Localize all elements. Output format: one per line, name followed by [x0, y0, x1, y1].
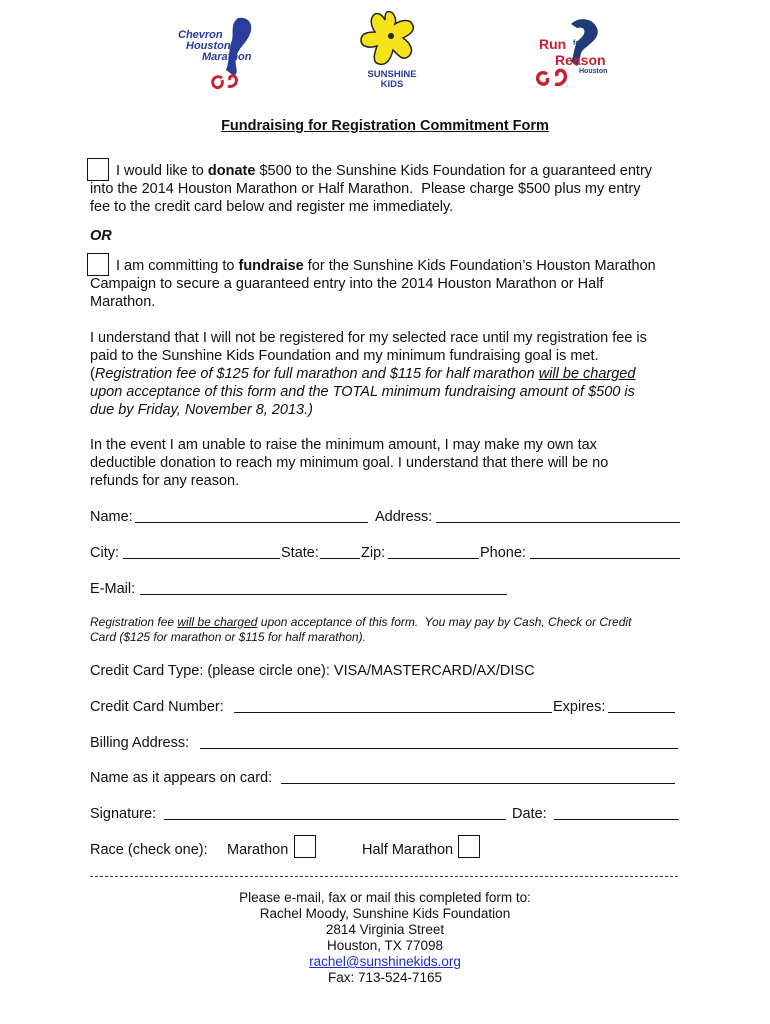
name-label: Name: — [90, 509, 133, 525]
race-label: Race (check one): — [90, 842, 208, 858]
fundraise-option-line3: Marathon. — [90, 294, 156, 310]
signature-field[interactable] — [164, 806, 506, 820]
phone-field[interactable] — [530, 545, 680, 559]
houston-logo-text: Houston — [186, 40, 231, 52]
fee-note-underlined: will be charged — [177, 615, 258, 629]
run-for-a-reason-logo — [527, 14, 611, 90]
billing-address-label: Billing Address: — [90, 735, 190, 751]
event-line1: In the event I am unable to raise the minimum amount, I may make my own tax — [90, 437, 597, 453]
fee-note-post: upon acceptance of this form. You may pay by Cash, Check or Credit — [257, 615, 632, 629]
half-marathon-label: Half Marathon — [362, 842, 454, 858]
expires-field[interactable] — [608, 699, 675, 713]
will-be-charged-text: will be charged — [538, 366, 636, 382]
city-label: City: — [90, 545, 119, 561]
marathon-label: Marathon — [227, 842, 289, 858]
donate-pre-text: I would like to — [116, 163, 208, 179]
footer-fax: Fax: 713-524-7165 — [327, 970, 443, 985]
run-logo-text: Run — [539, 36, 567, 52]
fee-note-pre: Registration fee — [90, 615, 178, 629]
event-line3: refunds for any reason. — [90, 473, 240, 489]
understand-line2: paid to the Sunshine Kids Foundation and my minimum fundraising goal is met. — [90, 348, 599, 364]
dashed-divider — [90, 876, 678, 877]
kids-logo-text: KIDS — [380, 79, 404, 90]
fundraise-post-text: for the Sunshine Kids Foundation’s Houston Marathon — [303, 258, 656, 274]
understand-paren: ( — [90, 366, 95, 382]
card-type-text: Credit Card Type: (please circle one): VISA/MASTERCARD/AX/DISC — [90, 663, 535, 679]
fundraise-bold-text: fundraise — [238, 258, 304, 274]
date-field[interactable] — [554, 806, 679, 820]
card-number-label: Credit Card Number: — [90, 699, 224, 715]
sunshine-star-icon — [357, 8, 427, 70]
footer-email-link[interactable]: rachel@sunshinekids.org — [309, 954, 461, 969]
city-field[interactable] — [123, 545, 280, 559]
understand-line1: I understand that I will not be registered for my selected race until my registration fee is — [90, 330, 647, 346]
state-label: State: — [281, 545, 319, 561]
fundraise-option-line2: Campaign to secure a guaranteed entry into the 2014 Houston Marathon or Half — [90, 276, 604, 292]
zip-label: Zip: — [361, 545, 386, 561]
chevron-houston-marathon-logo — [176, 14, 256, 90]
fundraise-pre-text: I am committing to — [116, 258, 239, 274]
understand-italic-text: Registration fee of $125 for full marathon and $115 for half marathon — [94, 366, 539, 382]
fee-note-line2: Card ($125 for marathon or $115 for half marathon). — [90, 630, 366, 644]
fundraise-option-line1 — [116, 258, 681, 274]
donate-option-line1 — [116, 163, 681, 179]
sunshine-logo-text: SUNSHINE — [367, 69, 417, 80]
state-field[interactable] — [320, 545, 360, 559]
for-a-logo-text: for a — [573, 40, 589, 47]
sunshine-kids-logo — [357, 8, 427, 94]
phone-label: Phone: — [480, 545, 526, 561]
or-label: OR — [90, 228, 112, 244]
understand-line4: upon acceptance of this form and the TOTAL minimum fundraising amount of $500 is — [90, 384, 635, 400]
fundraise-checkbox[interactable] — [87, 253, 109, 276]
marathon-logo-text: Marathon — [202, 51, 252, 63]
fee-note-line1 — [90, 615, 631, 629]
name-field[interactable] — [135, 509, 368, 523]
email-label: E-Mail: — [90, 581, 136, 597]
zip-field[interactable] — [388, 545, 479, 559]
form-title: Fundraising for Registration Commitment Form — [221, 118, 549, 134]
footer-email-row — [0, 954, 770, 970]
footer-line4: Houston, TX 77098 — [326, 938, 444, 953]
half-marathon-checkbox[interactable] — [458, 835, 480, 858]
donate-post-text: $500 to the Sunshine Kids Foundation for a guaranteed entry — [255, 163, 653, 179]
donate-checkbox[interactable] — [87, 158, 109, 181]
event-line2: deductible donation to reach my minimum goal. I understand that there will be no — [90, 455, 609, 471]
address-label: Address: — [375, 509, 433, 525]
expires-label: Expires: — [553, 699, 606, 715]
houston-small-logo-text: Houston — [579, 68, 608, 75]
footer-line3: 2814 Virginia Street — [325, 922, 445, 937]
card-number-field[interactable] — [234, 699, 552, 713]
reason-logo-text: Reason — [555, 52, 606, 68]
donate-option-line2: into the 2014 Houston Marathon or Half Marathon. Please charge $500 plus my entry — [90, 181, 641, 197]
chevron-logo-text: Chevron — [178, 29, 223, 41]
understand-line3 — [90, 366, 680, 382]
email-field[interactable] — [140, 581, 507, 595]
billing-address-field[interactable] — [200, 735, 678, 749]
footer-line2: Rachel Moody, Sunshine Kids Foundation — [259, 906, 511, 921]
name-on-card-field[interactable] — [281, 770, 675, 784]
marathon-checkbox[interactable] — [294, 835, 316, 858]
donate-bold-text: donate — [207, 163, 256, 179]
address-field[interactable] — [436, 509, 680, 523]
footer-line1: Please e-mail, fax or mail this completed form to: — [239, 890, 531, 905]
understand-line5: due by Friday, November 8, 2013.) — [90, 402, 313, 418]
donate-option-line3: fee to the credit card below and register me immediately. — [90, 199, 454, 215]
date-label: Date: — [512, 806, 547, 822]
signature-label: Signature: — [90, 806, 157, 822]
name-on-card-label: Name as it appears on card: — [90, 770, 273, 786]
